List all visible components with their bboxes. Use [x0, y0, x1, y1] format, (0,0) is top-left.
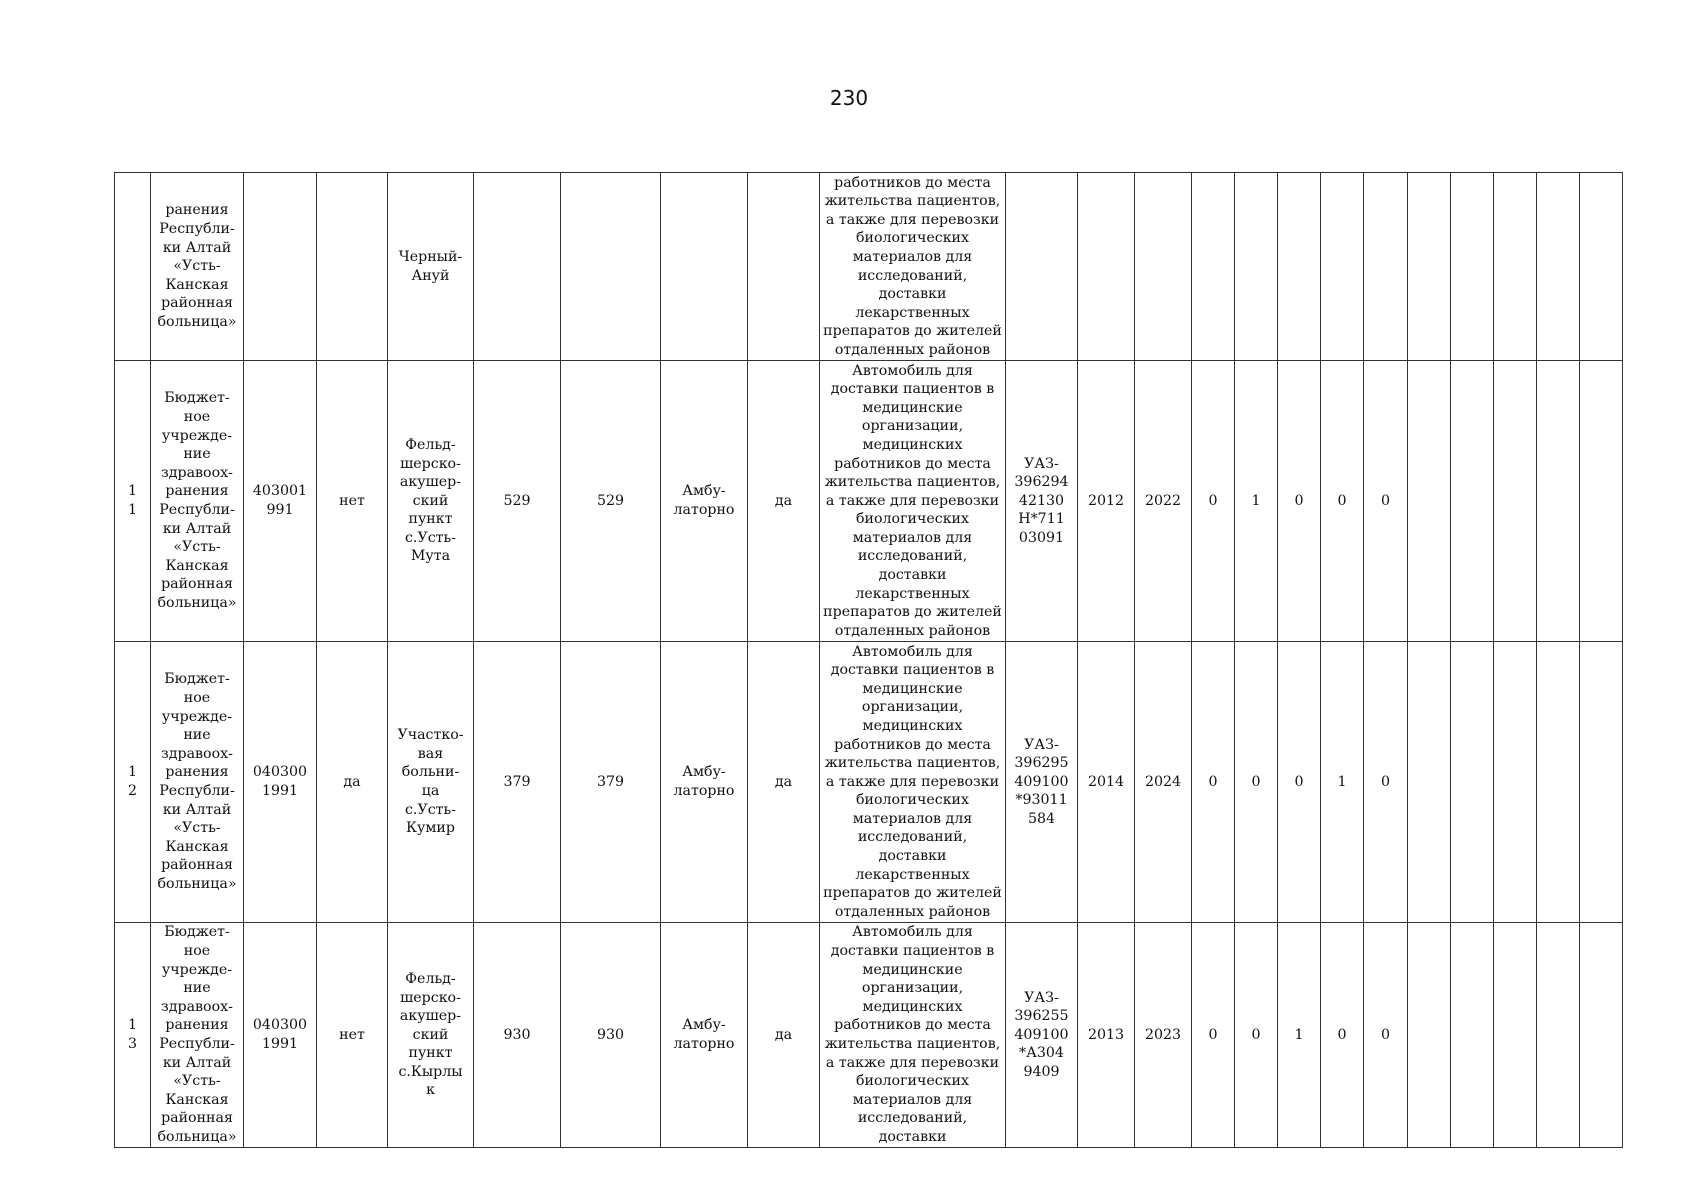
flag-cell: да: [317, 642, 388, 923]
yes-no-cell: да: [748, 361, 820, 642]
count-cell: 0: [1235, 923, 1278, 1148]
count-cell: [1235, 173, 1278, 361]
empty-cell: [1408, 361, 1451, 642]
count-cell: 0: [1278, 642, 1321, 923]
care-mode: Амбу- латорно: [661, 361, 748, 642]
value-2: 529: [561, 361, 661, 642]
count-cell: 1: [1321, 642, 1364, 923]
facility-name: Участко- вая больни- ца с.Усть- Кумир: [388, 642, 474, 923]
count-cell: [1192, 173, 1235, 361]
flag-cell: нет: [317, 361, 388, 642]
empty-cell: [1537, 642, 1580, 923]
facility-name: Фельд- шерско- акушер- ский пункт с.Кырлы к: [388, 923, 474, 1148]
empty-cell: [1494, 173, 1537, 361]
yes-no-cell: да: [748, 642, 820, 923]
table-row: [115, 923, 1623, 1148]
empty-cell: [1408, 173, 1451, 361]
empty-cell: [1494, 361, 1537, 642]
year-issued: 2013: [1078, 923, 1135, 1148]
value-2: 930: [561, 923, 661, 1148]
empty-cell: [1494, 642, 1537, 923]
count-cell: 0: [1192, 642, 1235, 923]
yes-no-cell: да: [748, 923, 820, 1148]
org-code: [244, 173, 317, 361]
empty-cell: [1537, 923, 1580, 1148]
org-code: 403001 991: [244, 361, 317, 642]
count-cell: 1: [1278, 923, 1321, 1148]
count-cell: 0: [1321, 361, 1364, 642]
year-issued: 2012: [1078, 361, 1135, 642]
empty-cell: [1408, 923, 1451, 1148]
count-cell: 0: [1364, 923, 1408, 1148]
year-replace: 2024: [1135, 642, 1192, 923]
empty-cell: [1580, 642, 1623, 923]
flag-cell: нет: [317, 923, 388, 1148]
org-code: 040300 1991: [244, 923, 317, 1148]
empty-cell: [1580, 173, 1623, 361]
flag-cell: [317, 173, 388, 361]
vehicle-purpose: работников до места жительства пациентов, а также для перевозки биологических материалов для исследований, доставки лекарственных препаратов до жителей отдаленных районов: [820, 173, 1006, 361]
count-cell: [1364, 173, 1408, 361]
empty-cell: [1580, 361, 1623, 642]
vehicle-model: УАЗ- 396295 409100 *93011 584: [1006, 642, 1078, 923]
table-row: [115, 361, 1623, 642]
care-mode: Амбу- латорно: [661, 923, 748, 1148]
row-number: 1 3: [115, 923, 151, 1148]
year-issued: [1078, 173, 1135, 361]
empty-cell: [1451, 923, 1494, 1148]
yes-no-cell: [748, 173, 820, 361]
vehicle-purpose: Автомобиль для доставки пациентов в медицинские организации, медицинских работников до места жительства пациентов, а также для перевозки биологических материалов для исследований, доставки лекарственных препаратов до жителей отдаленных районов: [820, 361, 1006, 642]
vehicle-purpose: Автомобиль для доставки пациентов в медицинские организации, медицинских работников до места жительства пациентов, а также для перевозки биологических материалов для исследований, доставки лекарственных препаратов до жителей отдаленных районов: [820, 642, 1006, 923]
year-issued: 2014: [1078, 642, 1135, 923]
vehicle-model: УАЗ- 396294 42130 Н*711 03091: [1006, 361, 1078, 642]
count-cell: 1: [1235, 361, 1278, 642]
count-cell: 0: [1278, 361, 1321, 642]
count-cell: 0: [1321, 923, 1364, 1148]
value-2: 379: [561, 642, 661, 923]
count-cell: 0: [1192, 361, 1235, 642]
row-number: 1 1: [115, 361, 151, 642]
vehicle-model: УАЗ- 396255 409100 *А304 9409: [1006, 923, 1078, 1148]
care-mode: Амбу- латорно: [661, 642, 748, 923]
count-cell: 0: [1192, 923, 1235, 1148]
empty-cell: [1494, 923, 1537, 1148]
table-row: [115, 173, 1623, 361]
value-2: [561, 173, 661, 361]
organization-name: ранения Республи- ки Алтай «Усть- Канская районная больница»: [151, 173, 244, 361]
empty-cell: [1451, 173, 1494, 361]
table-row: [115, 642, 1623, 923]
page-number: 230: [829, 86, 869, 110]
row-number: [115, 173, 151, 361]
year-replace: [1135, 173, 1192, 361]
empty-cell: [1580, 923, 1623, 1148]
year-replace: 2023: [1135, 923, 1192, 1148]
value-1: 930: [474, 923, 561, 1148]
empty-cell: [1451, 361, 1494, 642]
vehicle-purpose: Автомобиль для доставки пациентов в медицинские организации, медицинских работников до места жительства пациентов, а также для перевозки биологических материалов для исследований, доставки: [820, 923, 1006, 1148]
count-cell: [1278, 173, 1321, 361]
value-1: 379: [474, 642, 561, 923]
count-cell: [1321, 173, 1364, 361]
count-cell: 0: [1364, 642, 1408, 923]
empty-cell: [1537, 173, 1580, 361]
value-1: [474, 173, 561, 361]
empty-cell: [1537, 361, 1580, 642]
year-replace: 2022: [1135, 361, 1192, 642]
organization-name: Бюджет- ное учрежде- ние здравоох- ранения Республи- ки Алтай «Усть- Канская районная больница»: [151, 361, 244, 642]
empty-cell: [1451, 642, 1494, 923]
count-cell: 0: [1235, 642, 1278, 923]
empty-cell: [1408, 642, 1451, 923]
vehicle-table: [114, 172, 1623, 1148]
care-mode: [661, 173, 748, 361]
organization-name: Бюджет- ное учрежде- ние здравоох- ранения Республи- ки Алтай «Усть- Канская районная больница»: [151, 923, 244, 1148]
value-1: 529: [474, 361, 561, 642]
organization-name: Бюджет- ное учрежде- ние здравоох- ранения Республи- ки Алтай «Усть- Канская районная больница»: [151, 642, 244, 923]
org-code: 040300 1991: [244, 642, 317, 923]
facility-name: Черный- Ануй: [388, 173, 474, 361]
count-cell: 0: [1364, 361, 1408, 642]
facility-name: Фельд- шерско- акушер- ский пункт с.Усть- Мута: [388, 361, 474, 642]
vehicle-model: [1006, 173, 1078, 361]
row-number: 1 2: [115, 642, 151, 923]
